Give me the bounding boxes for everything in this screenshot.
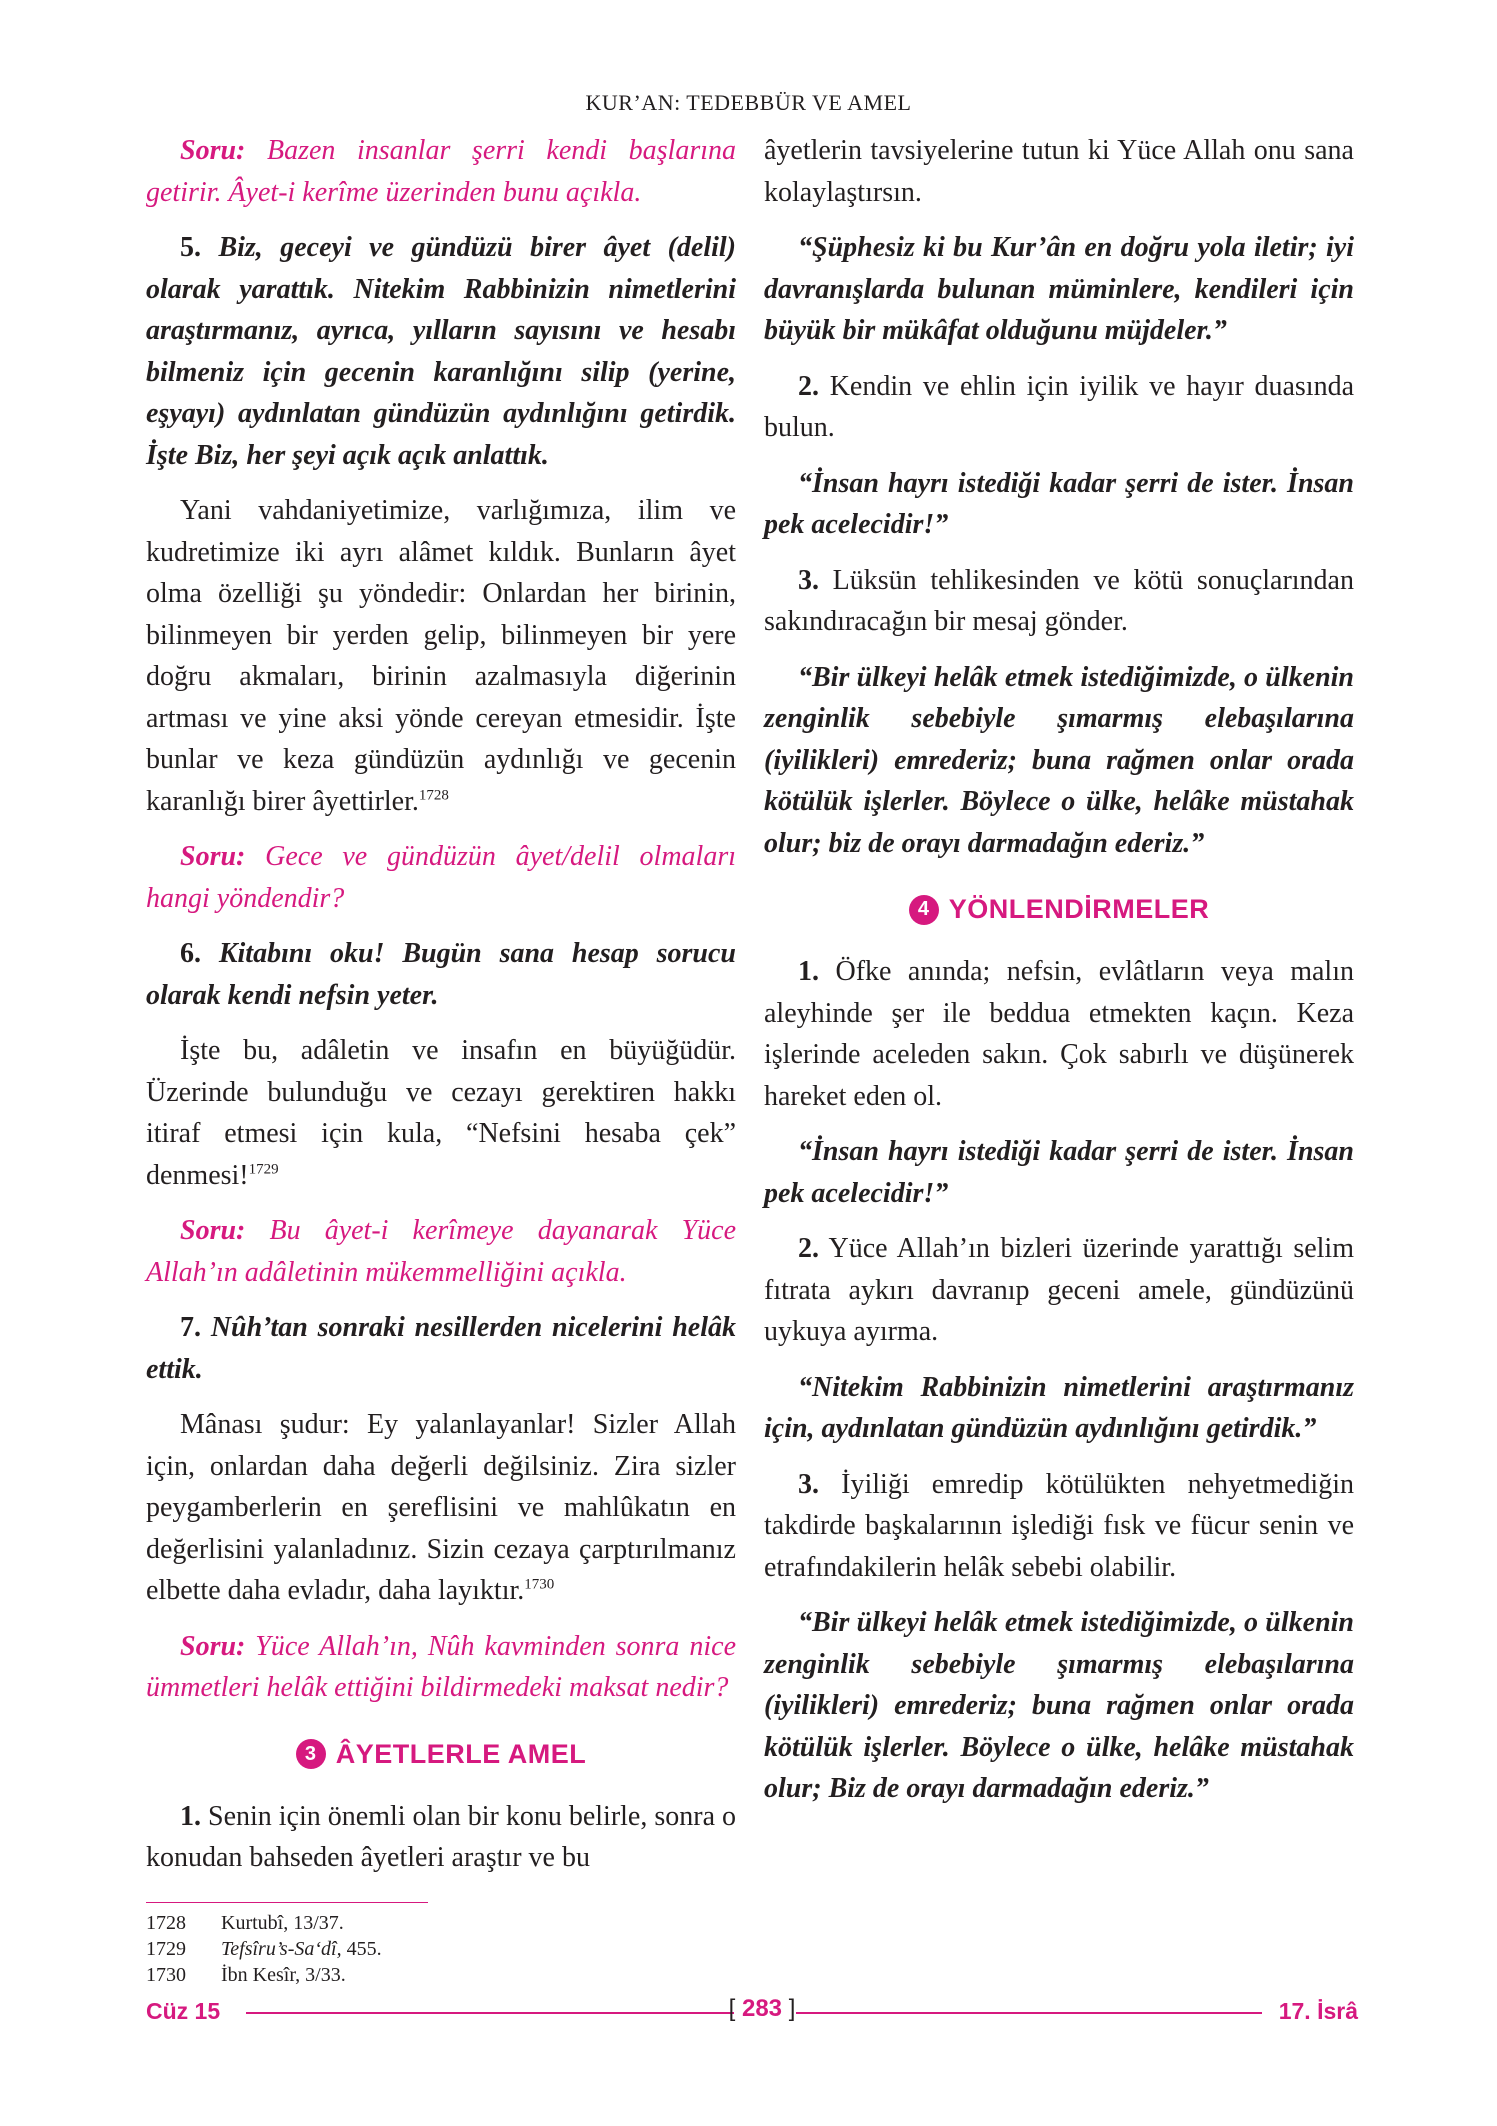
- question-text: Bazen insanlar şerri kendi başlarına getirir. Âyet-i kerîme üzerinden bunu açıkla.: [146, 135, 736, 208]
- section-heading-yonlendirmeler: [764, 894, 1354, 925]
- footer-rule-right: [796, 2012, 1262, 2014]
- question-paragraph: [146, 130, 736, 213]
- footnote-number: 1729: [146, 1938, 186, 1960]
- question-paragraph: [146, 1626, 736, 1709]
- verse-text: “Nitekim Rabbinizin nimetlerini araştırmanız için, aydınlatan gündüzün aydınlığını getirdik.”: [764, 1371, 1354, 1444]
- item-number: 1.: [180, 1800, 201, 1832]
- body-text: Senin için önemli olan bir konu belirle, sonra o konudan bahseden âyetleri araştır ve bu: [146, 1800, 737, 1873]
- item-number: 3.: [798, 564, 819, 596]
- footnote-text: Kurtubî, 13/37.: [221, 1912, 344, 1934]
- question-text: Bu âyet-i kerîmeye dayanarak Yüce Allah’ın adâletinin mükemmelliğini açıkla.: [146, 1215, 736, 1288]
- footnote-text: 455.: [341, 1938, 382, 1960]
- question-paragraph: [146, 1210, 736, 1293]
- footer-rule-left: [246, 2012, 734, 2014]
- verse-paragraph: [146, 933, 736, 1016]
- body-text: İşte bu, adâletin ve insafın en büyüğüdür. Üzerinde bulunduğu ve cezayı gerektiren hakkı itiraf etmesi için kula, “Nefsini hesaba çek” denmesi!: [146, 1035, 736, 1191]
- body-text: âyetlerin tavsiyelerine tutun ki Yüce Allah onu sana kolaylaştırsın.: [764, 135, 1354, 208]
- question-text: Gece ve gündüzün âyet/delil olmaları hangi yöndendir?: [146, 841, 736, 914]
- footnotes: [146, 1910, 746, 1988]
- body-text: Yüce Allah’ın bizleri üzerinde yarattığı selim fıtrata aykırı davranıp geceni amele, gündüzünü uykuya ayırma.: [764, 1233, 1354, 1347]
- section-number-badge: 4: [909, 895, 939, 925]
- footnote-ref[interactable]: 1730: [524, 1576, 555, 1593]
- footnote-number: 1730: [146, 1964, 186, 1986]
- footnote-source-title: Tefsîru’s-Sa‘dî,: [221, 1938, 342, 1960]
- verse-quote: [764, 227, 1354, 352]
- section-title: ÂYETLERLE AMEL: [335, 1738, 587, 1769]
- verse-number: 5.: [180, 232, 201, 263]
- item-number: 2.: [798, 1233, 819, 1264]
- verse-text: Nûh’tan sonraki nesillerden nicelerini helâk ettik.: [146, 1312, 736, 1385]
- item-number: 1.: [798, 956, 819, 987]
- body-paragraph: [146, 1404, 736, 1612]
- footnote-divider: [146, 1902, 428, 1903]
- page-footer: [146, 1995, 1358, 2028]
- body-paragraph: [764, 1228, 1354, 1353]
- verse-text: “Şüphesiz ki bu Kur’ân en doğru yola iletir; iyi davranışlarda bulunan müminlere, kendileri için büyük bir mükâfat olduğunu müjdeler.”: [764, 232, 1354, 346]
- question-text: Yüce Allah’ın, Nûh kavminden sonra nice ümmetleri helâk ettiğini bildirmedeki maksat nedir?: [146, 1630, 736, 1703]
- footer-surah: 17. İsrâ: [1278, 1998, 1358, 2024]
- body-text: Lüksün tehlikesinden ve kötü sonuçlarından sakındıracağın bir mesaj gönder.: [764, 564, 1354, 637]
- body-text: Kendin ve ehlin için iyilik ve hayır duasında bulun.: [764, 370, 1354, 443]
- verse-text: Kitabını oku! Bugün sana hesap sorucu olarak kendi nefsin yeter.: [146, 938, 736, 1011]
- question-label: Soru:: [180, 841, 246, 872]
- body-paragraph: [146, 490, 736, 822]
- section-number-badge: 3: [296, 1739, 326, 1769]
- question-label: Soru:: [180, 135, 246, 166]
- left-column: [146, 130, 736, 1893]
- right-column: [764, 130, 1354, 1824]
- body-paragraph: [764, 951, 1354, 1117]
- footnote-number: 1728: [146, 1912, 186, 1934]
- section-heading-ayetlerle-amel: [146, 1739, 736, 1770]
- body-paragraph: [764, 560, 1354, 643]
- verse-text: “İnsan hayrı istediği kadar şerri de ister. İnsan pek acelecidir!”: [764, 467, 1354, 540]
- verse-quote: [764, 1131, 1354, 1214]
- footnote-ref[interactable]: 1728: [418, 787, 449, 804]
- footnote: [146, 1936, 746, 1962]
- footnote: [146, 1910, 746, 1936]
- item-number: 3.: [798, 1468, 819, 1500]
- body-text: İyiliği emredip kötülükten nehyetmediğin takdirde başkalarının işlediği fısk ve fücur senin ve etrafındakilerin helâk sebebi olabilir.: [764, 1468, 1354, 1583]
- footnote: [146, 1962, 746, 1988]
- footnote-ref[interactable]: 1729: [248, 1161, 279, 1178]
- verse-text: Biz, geceyi ve gündüzü birer âyet (delil) olarak yarattık. Nitekim Rabbinizin nimetlerini araştırmanız, ayrıca, yılların sayısını ve hesabı bilmeniz için gecenin karanlığını silip (yerine, eşyayı) aydınlatan gündüzün aydınlığını getirdik. İşte Biz, her şeyi açık açık anlattık.: [146, 232, 736, 471]
- verse-paragraph: [146, 227, 736, 476]
- body-paragraph: [146, 1030, 736, 1196]
- body-text: Öfke anında; nefsin, evlâtların veya malın aleyhinde şer ile beddua etmekten kaçın. Keza işlerinde aceleden sakın. Çok sabırlı ve düşünerek hareket eden ol.: [764, 956, 1354, 1112]
- verse-paragraph: [146, 1307, 736, 1390]
- verse-quote: [764, 657, 1354, 865]
- verse-text: “Bir ülkeyi helâk etmek istediğimizde, o ülkenin zenginlik sebebiyle şımarmış elebaşılarına (iyilikleri) emrederiz; buna rağmen onlar orada kötülük işlerler. Böylece o ülke, helâke müstahak olur; Biz de orayı darmadağın ederiz.”: [764, 1607, 1354, 1804]
- verse-number: 7.: [180, 1312, 201, 1343]
- section-title: YÖNLENDİRMELER: [948, 894, 1210, 924]
- body-text: Yani vahdaniyetimize, varlığımıza, ilim ve kudretimize iki ayrı alâmet kıldık. Bunların âyet olma özelliği şu yöndedir: Onlardan her birinin, bilinmeyen bir yerden gelip, bilinmeyen bir yere doğru akmaları, birinin azalmasıyla diğerinin artması ve yine aksi yönde cereyan etmesidir. İşte bunlar ve keza gündüzün aydınlığı ve gecenin karanlığı birer âyettirler.: [146, 495, 736, 817]
- footnote-text: İbn Kesîr, 3/33.: [221, 1964, 346, 1986]
- verse-quote: [764, 463, 1354, 546]
- verse-quote: [764, 1367, 1354, 1450]
- question-label: Soru:: [180, 1630, 246, 1662]
- body-paragraph: [764, 1464, 1354, 1589]
- page-number: [ 283 ]: [728, 1995, 796, 2022]
- question-label: Soru:: [180, 1215, 246, 1246]
- body-paragraph: [146, 1796, 736, 1879]
- verse-quote: [764, 1602, 1354, 1810]
- body-text: Mânası şudur: Ey yalanlayanlar! Sizler Allah için, onlardan daha değerli değilsiniz. Zira sizler peygamberlerin en şereflisini ve mahlûkatın en değerlisini yalanladınız. Sizin cezaya çarptırılmanız elbette daha evladır, daha layıktır.: [146, 1409, 736, 1606]
- verse-text: “Bir ülkeyi helâk etmek istediğimizde, o ülkenin zenginlik sebebiyle şımarmış elebaşılarına (iyilikleri) emrederiz; buna rağmen onlar orada kötülük işlerler. Böylece o ülke, helâke müstahak olur; biz de orayı darmadağın ederiz.”: [764, 661, 1354, 859]
- body-paragraph: [764, 366, 1354, 449]
- question-paragraph: [146, 836, 736, 919]
- item-number: 2.: [798, 370, 819, 402]
- verse-number: 6.: [180, 938, 201, 969]
- running-head: KUR’AN: TEDEBBÜR VE AMEL: [585, 90, 912, 115]
- body-paragraph: [764, 130, 1354, 213]
- footer-juz: Cüz 15: [146, 1998, 221, 2024]
- verse-text: “İnsan hayrı istediği kadar şerri de ister. İnsan pek acelecidir!”: [764, 1136, 1354, 1209]
